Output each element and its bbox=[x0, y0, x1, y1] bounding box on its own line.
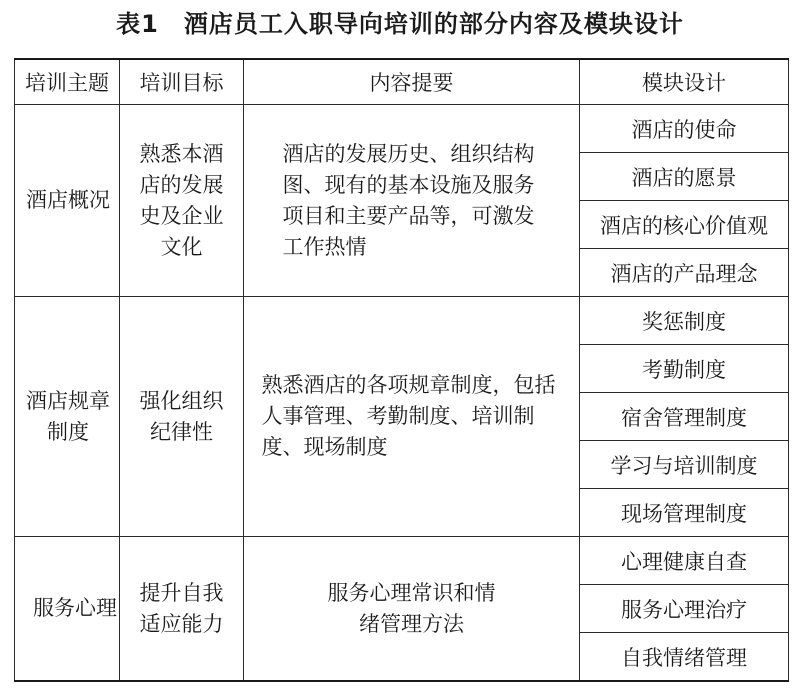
theme-cell bbox=[15, 297, 120, 537]
goal-text: 强化组织纪律性 bbox=[139, 388, 224, 444]
theme-text: 服务心理 bbox=[33, 596, 117, 620]
theme-text: 酒店概况 bbox=[26, 188, 110, 212]
summary-cell bbox=[244, 297, 580, 537]
module-cell: 酒店的使命 bbox=[580, 105, 789, 153]
goal-text: 提升自我适应能力 bbox=[139, 580, 224, 636]
table-row bbox=[15, 105, 789, 153]
summary-cell bbox=[244, 537, 580, 682]
goal-text: 熟悉本酒店的发展史及企业文化 bbox=[139, 141, 224, 259]
goal-cell bbox=[120, 297, 244, 537]
module-cell: 自我情绪管理 bbox=[580, 633, 789, 682]
table-row bbox=[15, 297, 789, 345]
header-goal: 培训目标 bbox=[120, 59, 244, 105]
theme-text: 酒店规章制度 bbox=[26, 388, 110, 444]
header-summary: 内容提要 bbox=[244, 59, 580, 105]
training-table bbox=[14, 58, 789, 682]
module-cell: 宿舍管理制度 bbox=[580, 393, 789, 441]
summary-cell bbox=[244, 105, 580, 297]
goal-cell bbox=[120, 537, 244, 682]
module-cell: 服务心理治疗 bbox=[580, 585, 789, 633]
module-cell: 心理健康自查 bbox=[580, 537, 789, 585]
module-cell: 学习与培训制度 bbox=[580, 441, 789, 489]
module-cell: 现场管理制度 bbox=[580, 489, 789, 537]
header-row bbox=[15, 59, 789, 105]
table-title: 表1 酒店员工入职导向培训的部分内容及模块设计 bbox=[116, 10, 684, 38]
summary-text: 酒店的发展历史、组织结构图、现有的基本设施及服务项目和主要产品等，可激发工作热情 bbox=[282, 141, 535, 259]
module-cell: 酒店的核心价值观 bbox=[580, 201, 789, 249]
module-cell: 酒店的产品理念 bbox=[580, 249, 789, 297]
header-modules: 模块设计 bbox=[580, 59, 789, 105]
module-cell: 酒店的愿景 bbox=[580, 153, 789, 201]
module-cell: 考勤制度 bbox=[580, 345, 789, 393]
theme-cell bbox=[15, 105, 120, 297]
table-row bbox=[15, 537, 789, 585]
header-theme: 培训主题 bbox=[15, 59, 120, 105]
theme-cell bbox=[15, 537, 120, 682]
summary-text: 熟悉酒店的各项规章制度，包括人事管理、考勤制度、培训制度、现场制度 bbox=[261, 373, 556, 459]
goal-cell bbox=[120, 105, 244, 297]
summary-text: 服务心理常识和情绪管理方法 bbox=[327, 580, 496, 636]
module-cell: 奖惩制度 bbox=[580, 297, 789, 345]
